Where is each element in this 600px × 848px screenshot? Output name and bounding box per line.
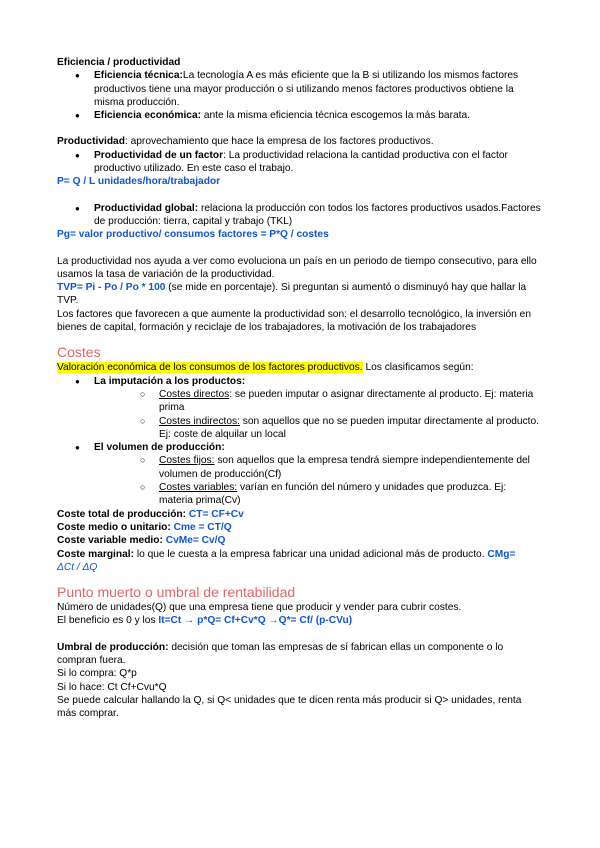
formula: CMg= xyxy=(484,548,516,560)
text: (se mide en porcentaje). Si preguntan si aumentó o disminuyó hay que hallar la TVP. xyxy=(57,282,527,307)
heading-punto-muerto: Punto muerto o umbral de rentabilidad xyxy=(57,584,296,601)
costes-list xyxy=(57,375,542,508)
formula: CT= CF+Cv xyxy=(186,508,244,520)
term: Productividad global: xyxy=(94,202,199,214)
sub-list-item xyxy=(57,454,542,481)
term: Costes directos xyxy=(159,388,230,400)
paragraph xyxy=(57,361,542,374)
list-item: ● La imputación a los productos: xyxy=(57,375,542,388)
list-item xyxy=(57,109,542,122)
productivity-list xyxy=(57,149,542,176)
paragraph xyxy=(57,534,542,547)
paragraph: Si lo compra: Q*p xyxy=(57,668,137,680)
formula: P= Q / L unidades/hora/trabajador xyxy=(57,176,221,188)
term: Coste marginal: xyxy=(57,548,134,560)
paragraph: Número de unidades(Q) que una empresa tiene que producir y vender para cubrir costes. xyxy=(57,602,462,614)
heading-costes: Costes xyxy=(57,344,101,361)
formula: CvMe= Cv/Q xyxy=(162,535,226,547)
paragraph xyxy=(57,641,542,668)
term: Eficiencia económica: xyxy=(94,110,202,122)
definition: La tecnología A es más eficiente que la B si utilizando los mismos factores productivos tiene una mayor producción o si utilizando menos factores productivos obtiene la misma producción. xyxy=(94,70,519,108)
definition: relaciona la producción con todos los factores productivos usados.Factores de producción: tierra, capital y trabajo (TKL) xyxy=(94,202,541,227)
list-item xyxy=(57,149,542,176)
document-page xyxy=(57,56,542,720)
formula: TVP= Pi - Po / Po * 100 xyxy=(57,282,166,294)
efficiency-list xyxy=(57,69,542,122)
list-item: ● El volumen de producción: xyxy=(57,441,542,454)
paragraph: La productividad nos ayuda a ver como evoluciona un país en un periodo de tiempo consecutivo, para ello usamos la tasa de variación de la productividad. xyxy=(57,255,537,280)
formula: It=Ct → p*Q= Cf+Cv*Q →Q*= Cf/ (p-CVu) xyxy=(158,615,353,627)
term: Coste medio o unitario: xyxy=(57,521,171,533)
text: El beneficio es 0 y los xyxy=(57,615,159,627)
definition: son aquellos que la empresa tendrá siempre independientemente del volumen de producción(Cf) xyxy=(159,455,530,480)
definition: varían en función del número y unidades que produzca. Ej: materia prima(Cv) xyxy=(159,482,507,507)
term: Umbral de producción: xyxy=(57,641,169,653)
definition: decisión que toman las empresas de sí fabrican ellas un componente o lo compran fuera. xyxy=(57,641,504,666)
paragraph: Los factores que favorecen a que aumente la productividad son: el desarrollo tecnológico, la inversión en bienes de capital, formación y reciclaje de los trabajadores, la motivación de los trabajadores xyxy=(57,308,532,334)
definition: : La productividad relaciona la cantidad productiva con el factor productivo utilizado. En este caso el trabajo. xyxy=(94,149,508,175)
term: Coste variable medio: xyxy=(57,535,163,547)
definition: lo que le cuesta a la empresa fabricar una unidad adicional más de producto. xyxy=(134,548,485,560)
term: Eficiencia técnica: xyxy=(94,70,183,82)
term: Costes fijos: xyxy=(159,455,215,467)
sub-list-item xyxy=(57,415,542,442)
paragraph xyxy=(57,548,542,575)
text: Los clasificamos según: xyxy=(362,362,474,374)
formula: Cme = CT/Q xyxy=(170,521,232,533)
term: Productividad de un factor xyxy=(94,149,224,161)
term: Costes variables: xyxy=(159,482,238,494)
sub-list-item xyxy=(57,481,542,508)
list-item xyxy=(57,202,542,229)
paragraph: Si lo hace: Ct Cf+Cvu*Q xyxy=(57,681,167,693)
sub-list-item xyxy=(57,388,542,415)
list-item xyxy=(57,69,542,109)
paragraph xyxy=(57,135,542,148)
term: Costes indirectos: xyxy=(159,415,240,427)
term: Coste total de producción: xyxy=(57,508,187,520)
paragraph xyxy=(57,521,542,534)
definition: : se pueden imputar o asignar directamente al producto. Ej: materia prima xyxy=(159,388,534,414)
term: Productividad xyxy=(57,136,125,148)
formula: ΔCt / ΔQ xyxy=(57,561,98,573)
definition: : aprovechamiento que hace la empresa de los factores productivos. xyxy=(124,136,434,148)
productivity-list xyxy=(57,202,542,229)
paragraph xyxy=(57,281,542,308)
paragraph xyxy=(57,614,542,627)
paragraph: Se puede calcular hallando la Q, si Q< unidades que te dicen renta más producir si Q> unidades, renta más comprar. xyxy=(57,694,522,720)
section-title: Eficiencia / productividad xyxy=(57,57,181,68)
definition: son aquellos que no se pueden imputar directamente al producto. Ej: coste de alquilar un local xyxy=(159,415,539,440)
definition: ante la misma eficiencia técnica escogemos la más barata. xyxy=(201,110,470,122)
highlighted-text: Valoración económica de los consumos de los factores productivos. xyxy=(57,362,363,374)
formula: Pg= valor productivo/ consumos factores = P*Q / costes xyxy=(57,229,329,241)
paragraph xyxy=(57,508,542,521)
